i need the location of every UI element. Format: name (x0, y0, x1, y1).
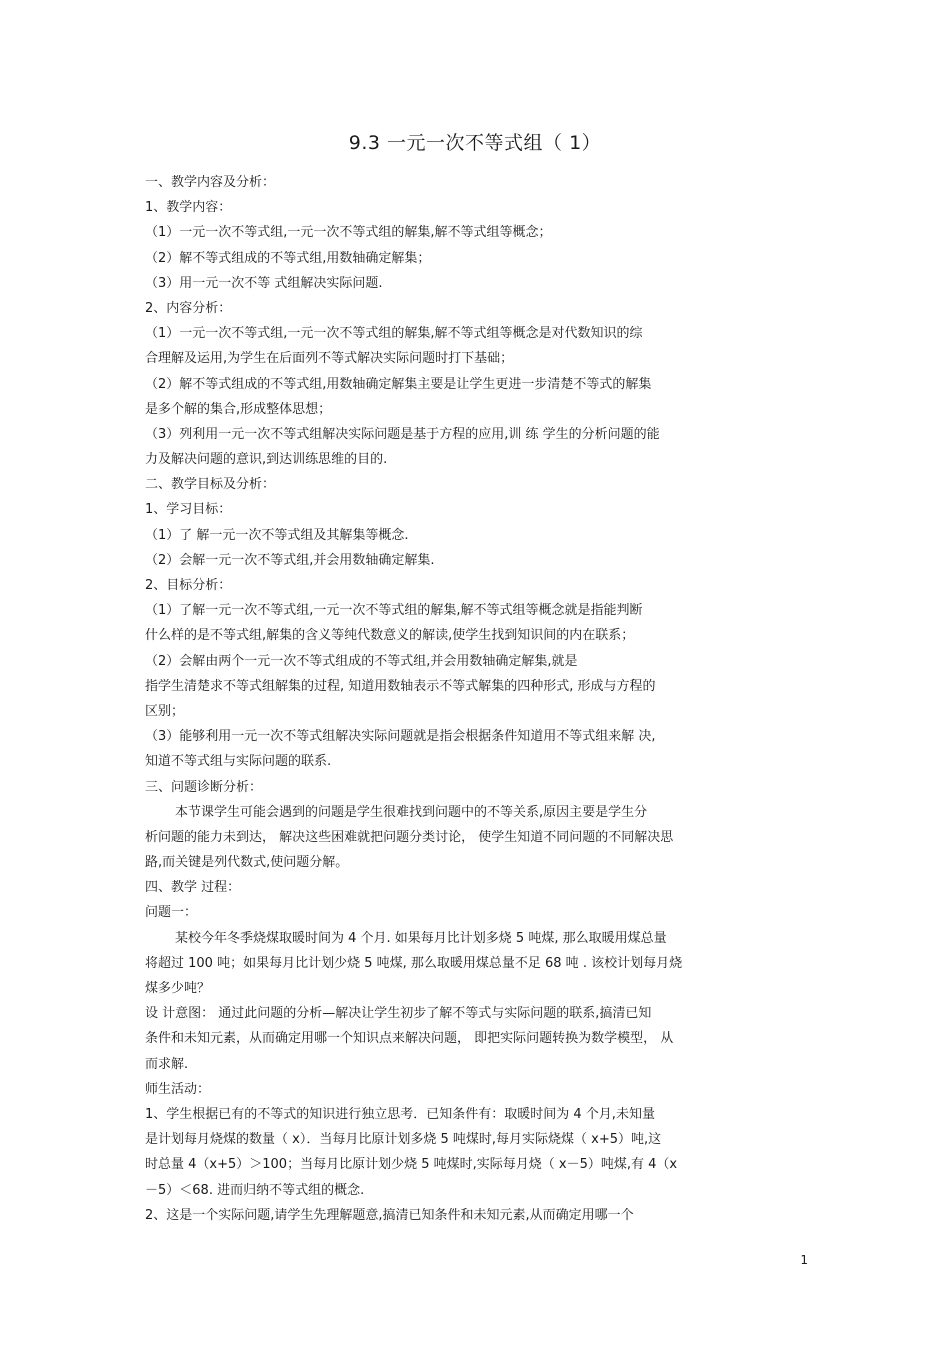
text-line: （3）能够利用一元一次不等式组解决实际问题就是指会根据条件知道用不等式组来解 决, (145, 729, 656, 745)
text-line: 指学生清楚求不等式组解集的过程, 知道用数轴表示不等式解集的四种形式, 形成与方程的 (145, 678, 656, 694)
text-line: （1）了 解一元一次不等式组及其解集等概念. (145, 527, 409, 543)
text-line: （2）解不等式组成的不等式组,用数轴确定解集主要是让学生更进一步清楚不等式的解集 (145, 376, 652, 392)
text-line: 时总量 4（x+5）＞100；当每月比原计划少烧 5 吨煤时,实际每月烧（ x－5）吨煤,有 4（x (145, 1157, 678, 1173)
text-line: （1）一元一次不等式组,一元一次不等式组的解集,解不等式组等概念； (145, 225, 552, 241)
text-line: 某校今年冬季烧煤取暖时间为 4 个月. 如果每月比计划多烧 5 吨煤, 那么取暖用煤总量 (175, 930, 667, 946)
text-line: 知道不等式组与实际问题的联系. (145, 754, 332, 770)
text-line: （1）一元一次不等式组,一元一次不等式组的解集,解不等式组等概念是对代数知识的综 (145, 326, 643, 342)
document-body (145, 170, 805, 1228)
text-line: 条件和未知元素，从而确定用哪一个知识点来解决问题， 即把实际问题转换为数学模型， 从 (145, 1031, 674, 1047)
text-line: 2、这是一个实际问题,请学生先理解题意,搞清已知条件和未知元素,从而确定用哪一个 (145, 1207, 634, 1223)
text-line: 设 计意图： 通过此问题的分析—解决让学生初步了解不等式与实际问题的联系,搞清已知 (145, 1006, 652, 1022)
text-line: 三、问题诊断分析： (145, 779, 263, 795)
text-line: 合理解及运用,为学生在后面列不等式解决实际问题时打下基础； (145, 351, 514, 367)
text-line: 区别； (145, 703, 185, 719)
text-line: 煤多少吨？ (145, 981, 211, 996)
text-line: 四、教学 过程： (145, 880, 241, 896)
text-line: －5）＜68. 进而归纳不等式组的概念. (145, 1182, 365, 1198)
text-line: 一、教学内容及分析： (145, 175, 276, 190)
text-line: （2）会解一元一次不等式组,并会用数轴确定解集. (145, 552, 435, 568)
text-line: 1、教学内容： (145, 200, 232, 216)
text-line: 析问题的能力未到达， 解决这些困难就把问题分类讨论， 使学生知道不同问题的不同解决思 (145, 829, 674, 845)
text-line: 什么样的是不等式组,解集的含义等纯代数意义的解读,使学生找到知识间的内在联系； (145, 628, 635, 644)
text-line: （1）了解一元一次不等式组,一元一次不等式组的解集,解不等式组等概念就是指能判断 (145, 603, 643, 619)
text-line: （2）会解由两个一元一次不等式组成的不等式组,并会用数轴确定解集,就是 (145, 653, 578, 669)
text-line: 师生活动： (145, 1081, 211, 1097)
text-line: 而求解. (145, 1056, 189, 1072)
text-line: 力及解决问题的意识,到达训练思维的目的. (145, 452, 388, 468)
text-line: （3）列利用一元一次不等式组解决实际问题是基于方程的应用,训 练 学生的分析问题的能 (145, 426, 660, 442)
text-line: 2、目标分析： (145, 578, 232, 593)
text-line: 1、学生根据已有的不等式的知识进行独立思考．已知条件有：取暖时间为 4 个月,未知量 (145, 1106, 655, 1122)
text-line: 本节课学生可能会遇到的问题是学生很难找到问题中的不等关系,原因主要是学生分 (175, 804, 648, 820)
page-title: 9.3 一元一次不等式组（ 1） (348, 132, 602, 154)
text-line: （3）用一元一次不等 式组解决实际问题. (145, 275, 383, 291)
text-line: 二、教学目标及分析： (145, 477, 276, 493)
text-line: 是计划每月烧煤的数量（ x）．当每月比原计划多烧 5 吨煤时,每月实际烧煤（ x+5）吨,这 (145, 1132, 662, 1148)
text-line: （2）解不等式组成的不等式组,用数轴确定解集； (145, 250, 431, 266)
text-line: 是多个解的集合,形成整体思想； (145, 401, 332, 417)
text-line: 问题一： (145, 905, 198, 921)
text-line: 1、学习目标： (145, 502, 232, 518)
page-number: 1 (800, 1253, 808, 1267)
text-line: 路,而关键是列代数式,使问题分解。 (145, 855, 349, 871)
text-line: 2、内容分析： (145, 300, 232, 316)
text-line: 将超过 100 吨；如果每月比计划少烧 5 吨煤, 那么取暖用煤总量不足 68 吨 . 该校计划每月烧 (145, 955, 683, 971)
